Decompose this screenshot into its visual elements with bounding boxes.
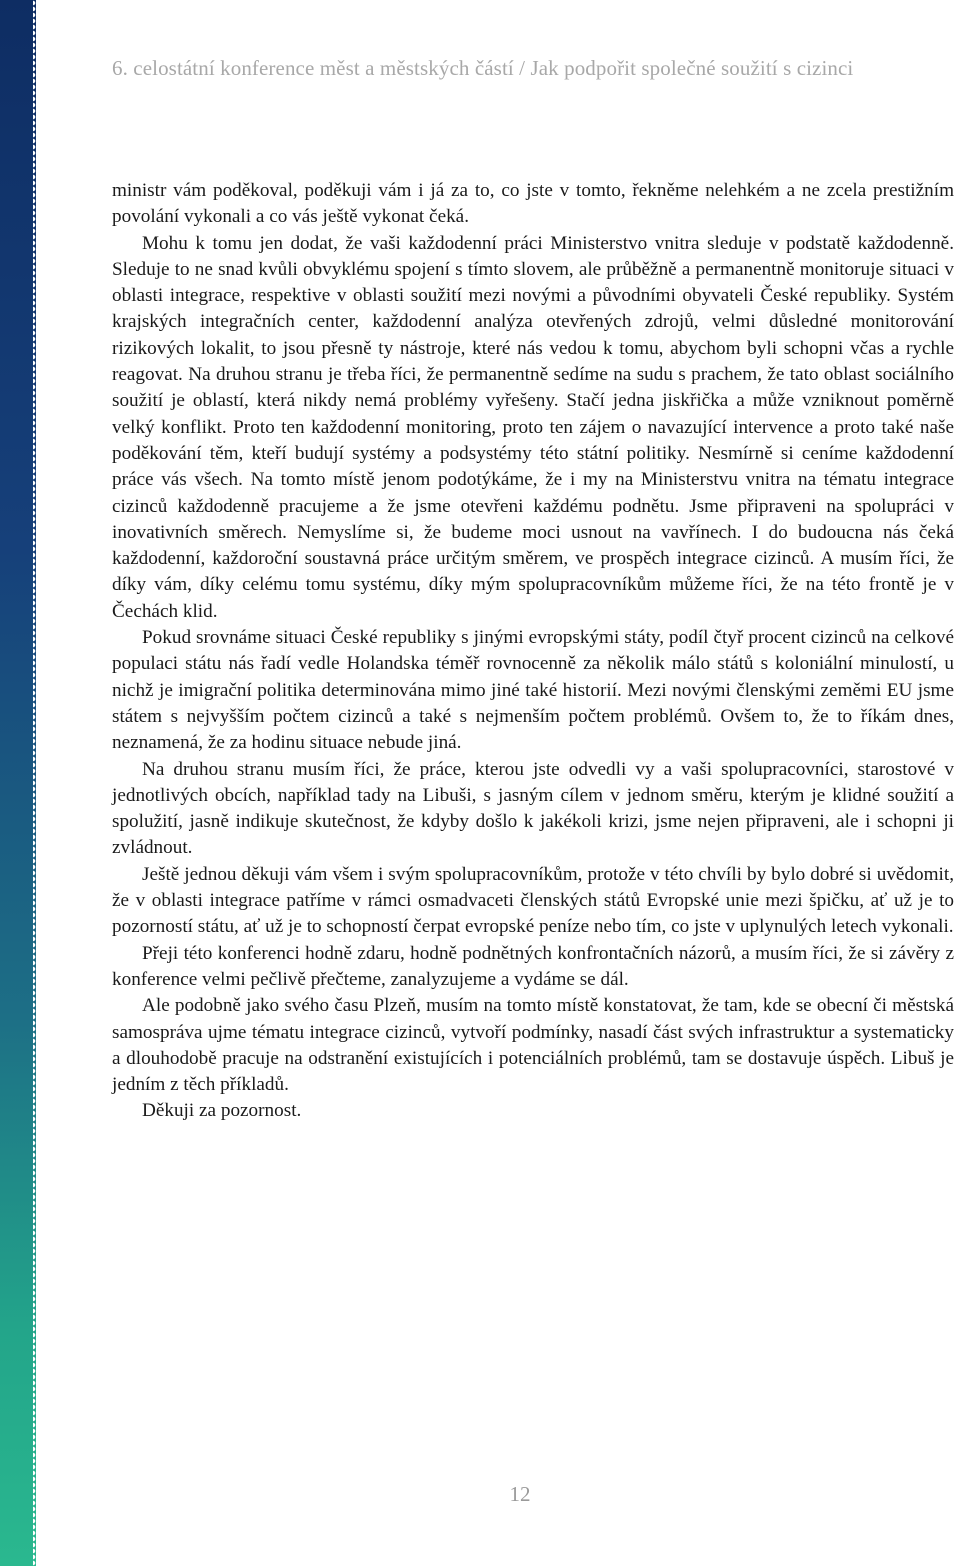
paragraph: Na druhou stranu musím říci, že práce, kterou jste odvedli vy a vaši spolupracovníci, starostové v jednotlivých obcích, například tady na Libuši, s jasným cílem v jednom směru, kterým je klidné soužití a spolužití, jasně indikuje skutečnost, že kdyby došlo k jakékoli krizi, jsme nejen připraveni, ale i schopni ji zvládnout. (112, 758, 954, 859)
body-text (112, 178, 954, 1125)
paragraph-continuation: ministr vám poděkoval, poděkuji vám i já za to, co jste v tomto, řekněme nelehkém a ne zcela prestižním povolání vykonali a co vás ještě vykonat čeká. (112, 180, 954, 228)
paragraph: Pokud srovnáme situaci České republiky s jinými evropskými státy, podíl čtyř procent cizinců na celkové populaci státu nás řadí vedle Holandska téměř rovnocenně za několik málo států s koloniální minulostí, u nichž je imigrační politika determinována mimo jiné také historií. Mezi novými členskými zeměmi EU jsme státem s nejvyšším počtem cizinců a také s nejmenším počtem problémů. Ovšem to, že to říkám dnes, neznamená, že za hodinu situace nebude jiná. (112, 627, 954, 754)
running-header: 6. celostátní konference měst a městských částí / Jak podpořit společné soužití s cizinci (112, 56, 854, 80)
paragraph: Mohu k tomu jen dodat, že vaši každodenní práci Ministerstvo vnitra sleduje v podstatě každodenně. Sleduje to ne snad kvůli obvyklému spojení s tímto slovem, ale průběžně a permanentně monitoruje situaci v oblasti integrace, respektive v oblasti soužití mezi novými a původními obyvateli České republiky. Systém krajských integračních center, každodenní analýza otevřených zdrojů, velmi důsledné monitorování rizikových lokalit, to jsou přesně ty nástroje, které nás vedou k tomu, abychom byli schopni včas a rychle reagovat. Na druhou stranu je třeba říci, že permanentně sedíme na sudu s prachem, že tato oblast sociálního soužití je oblastí, která nikdy nemá problémy vyřešeny. Stačí jedna jiskřička a může vzniknout poměrně velký konflikt. Proto ten každodenní monitoring, proto ten zájem o navazující intervence a proto také naše poděkování těm, kteří budují systémy a podsystémy této státní politiky. Nesmírně si ceníme každodenní práce vás všech. Na tomto místě jenom podotýkáme, že i my na Ministerstvu vnitra na tématu integrace cizinců každodenně pracujeme a že jsme otevřeni každému podnětu. Jsme připraveni na spolupráci v inovativních směrech. Nemyslíme si, že budeme moci usnout na vavřínech. I do budoucna nás čeká každodenní, každoroční soustavná práce určitým směrem, ve prospěch integrace cizinců. A musím říci, že díky vám, díky celému tomu systému, díky mým spolupracovníkům můžeme říci, že na této frontě je v Čechách klid. (112, 232, 954, 622)
decorative-side-band (0, 0, 36, 1566)
page-number: 12 (509, 1482, 531, 1506)
paragraph: Ale podobně jako svého času Plzeň, musím na tomto místě konstatovat, že tam, kde se obecní či městská samospráva ujme tématu integrace cizinců, vytvoří podmínky, nasadí část svých infrastruktur a systematicky a dlouhodobě pracuje na odstranění existujících i potenciálních problémů, tam se dostavuje úspěch. Libuš je jedním z těch příkladů. (112, 995, 954, 1096)
closing-line: Děkuji za pozornost. (142, 1100, 302, 1122)
paragraph: Přeji této konferenci hodně zdaru, hodně podnětných konfrontačních názorů, a musím říci, že si závěry z konference velmi pečlivě přečteme, zanalyzujeme a vydáme se dál. (112, 942, 954, 990)
paragraph: Ještě jednou děkuji vám všem i svým spolupracovníkům, protože v této chvíli by bylo dobré si uvědomit, že v oblasti integrace patříme v rámci osmadvaceti členských států Evropské unie mezi špičku, ať už je to pozorností státu, ať už je to schopností čerpat evropské peníze nebo tím, co jste v uplynulých letech vykonali. (112, 863, 954, 938)
